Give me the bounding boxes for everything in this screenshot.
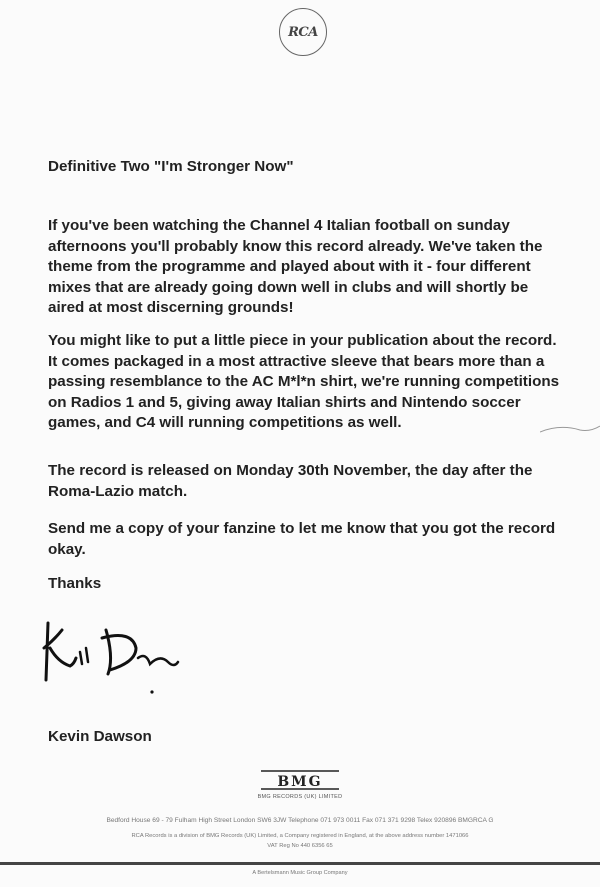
rca-logo-text: RCA — [288, 24, 318, 40]
letter-paragraph-2: You might like to put a little piece in your publication about the record. It comes packaged in a most attractive sleeve that bears more than a passing resemblance to the AC M*l*n shirt, we're running competitions on Radios 1 and 5, giving away Italian shirts and Nintendo soccer games, and C4 will running competitions as well. — [48, 332, 560, 431]
letter-paragraph-1: If you've been watching the Channel 4 Italian football on sunday afternoons you'll probably know this record already. We've taken the theme from the programme and played about with it - four different mixes that are already going down well in clubs and will shortly be aired at most discerning grounds! — [48, 217, 543, 316]
bmg-logo-text: BMG — [277, 774, 323, 790]
letter-paragraph-4: Send me a copy of your fanzine to let me know that you got the record okay. — [48, 520, 556, 558]
handwritten-signature — [40, 618, 190, 698]
rca-logo — [279, 8, 327, 56]
company-name: BMG RECORDS (UK) LIMITED — [257, 794, 343, 800]
letter-paragraph-3: The record is released on Monday 30th November, the day after the Roma-Lazio match. — [48, 462, 533, 500]
bmg-logo — [255, 768, 345, 792]
footer-registration: RCA Records is a division of BMG Records (UK) Limited, a Company registered in England, at the above address number 1471066 — [131, 833, 469, 839]
letter-subject: Definitive Two "I'm Stronger Now" — [48, 158, 294, 175]
sender-name: Kevin Dawson — [48, 728, 152, 745]
footer-address: Bedford House 69 - 79 Fulham High Street London SW6 3JW Telephone 071 973 0011 Fax 071 371 9298 Telex 920896 BMGRCA G — [106, 817, 494, 824]
footer-vat: VAT Reg No 440 6356 65 — [267, 843, 333, 849]
footer-divider — [0, 862, 600, 865]
letter-closing: Thanks — [48, 575, 102, 592]
paper-mark — [540, 420, 600, 440]
footer-group: A Bertelsmann Music Group Company — [252, 870, 348, 876]
